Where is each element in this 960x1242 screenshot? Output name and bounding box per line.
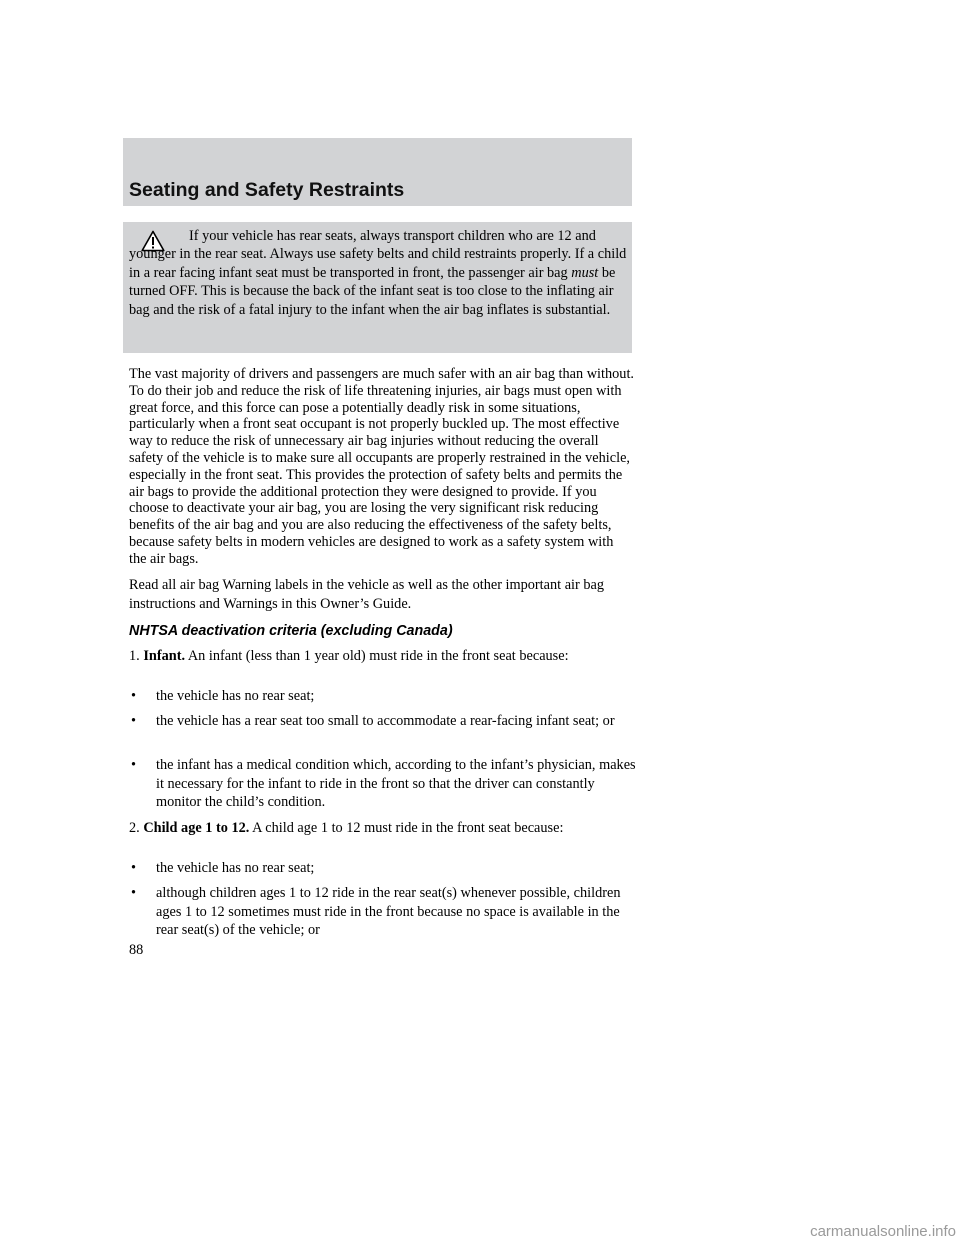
criterion-title: Child age 1 to 12.	[143, 820, 250, 836]
bullet-icon: •	[131, 757, 137, 773]
section-heading: NHTSA deactivation criteria (excluding Canada)	[129, 623, 453, 639]
bullet-icon: •	[131, 713, 137, 729]
warning-box	[123, 222, 632, 353]
body-paragraph: Read all air bag Warning labels in the vehicle as well as the other important air bag instructions and Warnings in this Owner’s Guide.	[129, 577, 604, 612]
bullet-item: the vehicle has a rear seat too small to accommodate a rear-facing infant seat; or	[156, 713, 615, 729]
section-header-band	[123, 138, 632, 206]
bullet-item: although children ages 1 to 12 ride in the rear seat(s) whenever possible, children ages 1 to 12 sometimes must ride in the front because no space is available in the rear seat(s) of the vehicle; or	[156, 885, 621, 939]
bullet-icon: •	[131, 860, 137, 876]
bullet-item: the vehicle has no rear seat;	[156, 688, 315, 704]
body-paragraph: The vast majority of drivers and passengers are much safer with an air bag than without. To do their job and reduce the risk of life threatening injuries, air bags must open with great force, and this force can pose a potentially deadly risk in some situations, particularly when a front seat occupant is not properly buckled up. The most effective way to reduce the risk of unnecessary air bag injuries without reducing the overall safety of the vehicle is to make sure all occupants are properly restrained in the vehicle, especially in the front seat. This provides the protection of safety belts and permits the air bags to provide the additional protection they were designed to provide. If you choose to deactivate your air bag, you are losing the very significant risk reducing benefits of the air bag and you are also reducing the effectiveness of the safety belts, because safety belts in modern vehicles are designed to work as a safety system with the air bags.	[129, 366, 634, 567]
bullet-icon: •	[131, 885, 137, 901]
warning-text: If your vehicle has rear seats, always transport children who are 12 and younger in the rear seat. Always use safety belts and child restraints properly. If a child in a rear facing infant seat must be transported in front, the passenger air bag must be turned OFF. This is because the back of the infant seat is too close to the inflating air bag and the risk of a fatal injury to the infant when the air bag inflates is substantial.	[129, 228, 627, 318]
criterion-intro: 1. Infant. An infant (less than 1 year old) must ride in the front seat because:	[129, 648, 569, 664]
criterion-intro: 2. Child age 1 to 12. A child age 1 to 12 must ride in the front seat because:	[129, 820, 564, 836]
bullet-icon: •	[131, 688, 137, 704]
warning-emphasis: must	[571, 264, 599, 281]
section-title: Seating and Safety Restraints	[129, 179, 405, 201]
bullet-item: the infant has a medical condition which, according to the infant’s physician, makes it necessary for the infant to ride in the front so that the driver can constantly monitor the child’s condition.	[156, 757, 636, 811]
bullet-item: the vehicle has no rear seat;	[156, 860, 315, 876]
watermark-logo: carmanualsonline.info	[810, 1223, 956, 1240]
page-number: 88	[129, 942, 144, 958]
criterion-title: Infant.	[143, 648, 186, 664]
